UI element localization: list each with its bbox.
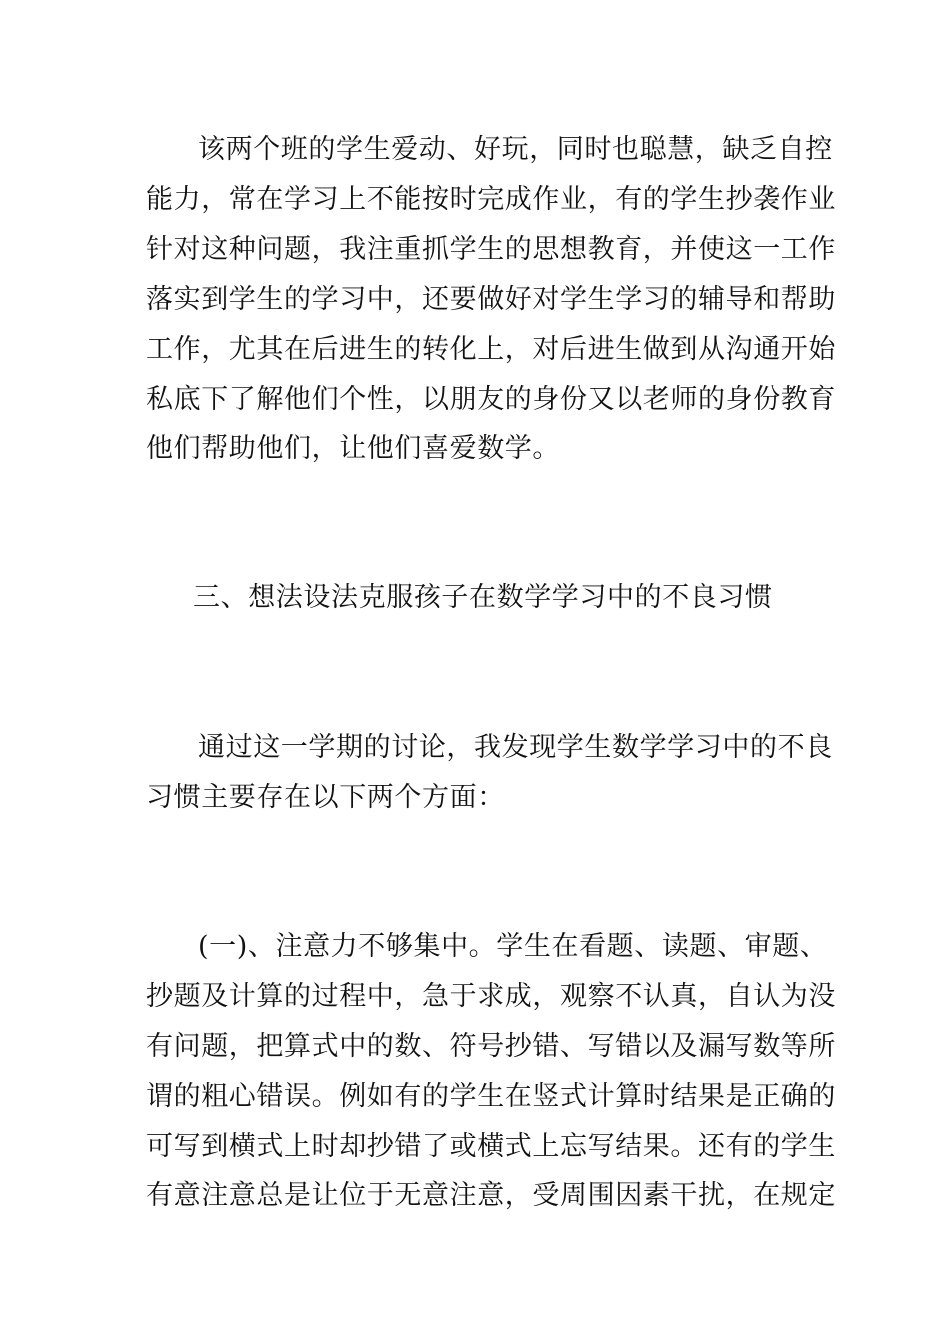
- text-line: 有意注意总是让位于无意注意，受周围因素干扰，在规定: [146, 1180, 836, 1211]
- text-line: 有问题，把算式中的数、符号抄错、写错以及漏写数等所: [146, 1031, 836, 1062]
- text-line: 抄题及计算的过程中，急于求成，观察不认真，自认为没: [146, 981, 836, 1012]
- text-line: 落实到学生的学习中，还要做好对学生学习的辅导和帮助: [146, 284, 836, 315]
- text-line: 能力，常在学习上不能按时完成作业，有的学生抄袭作业: [146, 184, 836, 215]
- heading-line: 三、想法设法克服孩子在数学学习中的不良习惯: [193, 582, 773, 613]
- text-line: 私底下了解他们个性，以朋友的身份又以老师的身份教育: [146, 384, 836, 415]
- text-line: 习惯主要存在以下两个方面：: [146, 782, 505, 813]
- text-line: 他们帮助他们，让他们喜爱数学。: [146, 433, 560, 464]
- text-line: 可写到横式上时却抄错了或横式上忘写结果。还有的学生: [146, 1131, 836, 1162]
- text-line: 工作，尤其在后进生的转化上，对后进生做到从沟通开始: [146, 334, 836, 365]
- text-line: (一)、注意力不够集中。学生在看题、读题、审题、: [198, 931, 828, 962]
- text-line: 谓的粗心错误。例如有的学生在竖式计算时结果是正确的: [146, 1081, 836, 1112]
- text-line: 针对这种问题，我注重抓学生的思想教育，并使这一工作: [146, 234, 836, 265]
- text-line: 通过这一学期的讨论，我发现学生数学学习中的不良: [198, 732, 833, 763]
- text-line: 该两个班的学生爱动、好玩，同时也聪慧，缺乏自控: [198, 134, 833, 165]
